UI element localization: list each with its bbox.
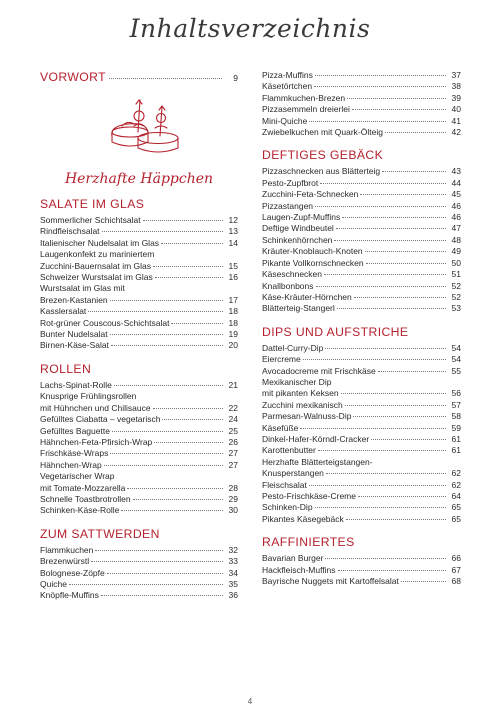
toc-entry <box>262 366 461 377</box>
entry-title: Schinken-Käse-Rolle <box>40 505 120 516</box>
dot-leader <box>303 359 446 360</box>
page-title: Inhaltsverzeichnis <box>129 14 371 43</box>
dot-leader <box>153 266 223 267</box>
toc-entry <box>40 283 238 294</box>
entry-title: Brezenwürstl <box>40 556 90 567</box>
entry-title: Pizza-Muffins <box>262 70 313 80</box>
toc-entry <box>262 246 461 257</box>
entry-title: Pesto-Zupfbrot <box>262 177 319 188</box>
page-ref: 52 <box>451 291 461 302</box>
page-ref: 50 <box>451 257 461 268</box>
section-heading-rollen: ROLLEN <box>40 361 92 376</box>
toc-entry <box>40 483 238 494</box>
toc-entry <box>262 235 461 246</box>
page-ref: 46 <box>451 200 461 211</box>
page-ref: 34 <box>228 567 238 578</box>
page-ref: 37 <box>451 70 461 80</box>
section-heading-gebaeck: DEFTIGES GEBÄCK <box>262 148 384 163</box>
dot-leader <box>88 311 223 312</box>
page-ref: 64 <box>451 491 461 501</box>
entry-title: Zucchini mexikanisch <box>262 399 343 410</box>
toc-entry <box>262 292 461 303</box>
toc-entry <box>262 354 461 365</box>
toc-entry <box>262 423 461 434</box>
toc-entry <box>262 70 461 81</box>
page-ref: 62 <box>451 479 461 490</box>
toc-entry <box>40 215 238 226</box>
toc-entry <box>40 426 238 437</box>
page-ref: 65 <box>451 502 461 513</box>
toc-entry <box>262 411 461 422</box>
entry-title: Knallbonbons <box>262 280 314 291</box>
dot-leader <box>143 220 223 221</box>
page-ref: 43 <box>451 166 461 177</box>
page-ref: 36 <box>228 590 238 601</box>
toc-entry <box>40 226 238 237</box>
page-ref: 18 <box>228 317 238 328</box>
toc-entry <box>40 329 238 340</box>
toc-entry <box>262 445 461 456</box>
entry-title: Birnen-Käse-Salat <box>40 340 109 351</box>
page-ref: 61 <box>451 433 461 444</box>
dot-leader <box>326 473 446 474</box>
page-ref: 49 <box>451 246 461 257</box>
entry-title: Wurstsalat im Glas mit <box>40 283 125 294</box>
dot-leader <box>314 86 446 87</box>
page-ref: 66 <box>451 553 461 564</box>
section-list <box>40 215 238 352</box>
chapter-title: Herzhafte Häppchen <box>64 171 214 187</box>
toc-entry <box>262 127 461 138</box>
page-ref: 46 <box>451 212 461 223</box>
dot-leader <box>121 510 223 511</box>
dot-leader <box>109 78 222 79</box>
section-list <box>262 553 461 587</box>
entry-title: Käsetörtchen <box>262 81 313 92</box>
toc-right-column <box>262 70 461 587</box>
dot-leader <box>352 109 446 110</box>
dot-leader <box>162 419 223 420</box>
section-list <box>262 166 461 314</box>
dot-leader <box>133 499 223 500</box>
dot-leader <box>155 277 223 278</box>
dot-leader <box>378 371 446 372</box>
dot-leader <box>309 121 446 122</box>
entry-title: Käsefüße <box>262 422 299 433</box>
entry-title: Zwiebelkuchen mit Quark-Ölteig <box>262 127 383 138</box>
page-ref: 17 <box>228 294 238 305</box>
entry-title: mit Hühnchen und Chilisauce <box>40 402 151 413</box>
entry-title: Italienischer Nudelsalat im Glas <box>40 237 160 248</box>
toc-entry <box>40 318 238 329</box>
toc-entry <box>262 81 461 92</box>
page-ref: 55 <box>451 365 461 376</box>
toc-entry <box>40 505 238 516</box>
entry-title: Kräuter-Knoblauch-Knoten <box>262 246 363 257</box>
entry-title: Zucchini-Feta-Schnecken <box>262 189 359 200</box>
dot-leader <box>107 573 223 574</box>
toc-entry <box>262 201 461 212</box>
dot-leader <box>338 570 446 571</box>
dot-leader <box>337 308 446 309</box>
section-list <box>262 343 461 526</box>
page-ref: 14 <box>228 237 238 248</box>
toc-entry <box>262 457 461 468</box>
entry-title: Bunter Nudelsalat <box>40 329 108 340</box>
dot-leader <box>371 439 446 440</box>
toc-entry <box>262 189 461 200</box>
entry-title: Hähnchen-Wrap <box>40 459 102 470</box>
toc-entry <box>262 178 461 189</box>
page-ref: 54 <box>451 342 461 353</box>
toc-entry <box>40 414 238 425</box>
entry-title: Herzhafte Blätterteigstangen- <box>262 456 373 467</box>
toc-entry <box>262 377 461 388</box>
section-heading: VORWORT <box>40 70 106 84</box>
dot-leader <box>354 297 446 298</box>
toc-entry <box>262 491 461 502</box>
toc-entry <box>262 258 461 269</box>
entry-title: Bayrische Nuggets mit Kartoffelsalat <box>262 576 399 587</box>
entry-title: Frischkäse-Wraps <box>40 448 109 459</box>
page-ref: 42 <box>451 127 461 138</box>
dot-leader <box>358 496 446 497</box>
page-ref: 67 <box>451 564 461 575</box>
dot-leader <box>385 132 446 133</box>
page-ref: 19 <box>228 329 238 340</box>
toc-entry <box>262 553 461 564</box>
page-ref: 33 <box>228 556 238 567</box>
page-ref: 52 <box>451 280 461 291</box>
toc-entry <box>262 223 461 234</box>
entry-title: Pikantes Käsegebäck <box>262 513 344 524</box>
toc-entry <box>40 460 238 471</box>
entry-title: Schinkenhörnchen <box>262 234 333 245</box>
toc-left-column <box>40 64 238 602</box>
dot-leader <box>342 217 446 218</box>
dot-leader <box>171 323 223 324</box>
toc-entry <box>262 303 461 314</box>
toc-entry <box>40 437 238 448</box>
page-ref: 25 <box>228 425 238 436</box>
dot-leader <box>334 240 446 241</box>
page-ref: 27 <box>228 459 238 470</box>
dot-leader <box>111 345 223 346</box>
toc-vorwort <box>40 70 238 84</box>
dot-leader <box>315 75 446 76</box>
toc-entry <box>262 434 461 445</box>
page-ref: 21 <box>228 379 238 390</box>
page-ref: 44 <box>451 177 461 188</box>
section-list <box>40 545 238 602</box>
section-list <box>262 70 461 138</box>
dot-leader <box>347 98 446 99</box>
page-ref: 12 <box>228 215 238 225</box>
entry-title: Knusprige Frühlingsrollen <box>40 391 137 402</box>
page-number: 4 <box>247 697 253 706</box>
entry-title: Rot-grüner Couscous-Schichtsalat <box>40 317 170 328</box>
toc-entry <box>262 388 461 399</box>
toc-entry <box>262 480 461 491</box>
toc-entry <box>262 343 461 354</box>
toc-entry <box>40 306 238 317</box>
section-heading-raffiniertes: RAFFINIERTES <box>262 535 355 550</box>
page-ref: 15 <box>228 260 238 271</box>
page-ref: 62 <box>451 468 461 479</box>
entry-title: Pizzaschnecken aus Blätterteig <box>262 166 381 177</box>
canape-illustration <box>40 92 238 164</box>
page-ref: 59 <box>451 422 461 433</box>
entry-title: Dinkel-Hafer-Körndl-Cracker <box>262 433 370 444</box>
section-heading-salate: SALATE IM GLAS <box>40 197 145 211</box>
entry-title: Schinken-Dip <box>262 502 313 513</box>
toc-entry <box>40 380 238 391</box>
entry-title: Kasslersalat <box>40 306 87 317</box>
dot-leader <box>316 286 446 287</box>
entry-title: Flammkuchen <box>40 544 94 555</box>
dot-leader <box>69 584 223 585</box>
toc-entry <box>262 116 461 127</box>
entry-title: Bavarian Burger <box>262 553 324 564</box>
toc-entry <box>262 269 461 280</box>
entry-title: Gefülltes Ciabatta – vegetarisch <box>40 414 161 425</box>
page-ref: 26 <box>228 436 238 447</box>
entry-title: Parmesan-Walnuss-Dip <box>262 411 352 422</box>
dot-leader <box>300 428 446 429</box>
toc-entry <box>40 471 238 482</box>
dot-leader <box>309 485 446 486</box>
toc-entry <box>262 514 461 525</box>
dot-leader <box>104 465 223 466</box>
page-ref: 57 <box>451 399 461 410</box>
toc-entry <box>40 261 238 272</box>
entry-title: Schweizer Wurstsalat im Glas <box>40 272 153 283</box>
dot-leader <box>154 442 223 443</box>
page-ref: 13 <box>228 226 238 237</box>
page-ref: 20 <box>228 340 238 351</box>
entry-title: Mini-Quiche <box>262 115 308 126</box>
dot-leader <box>114 385 223 386</box>
entry-title: Quiche <box>40 578 67 589</box>
dot-leader <box>110 334 223 335</box>
dot-leader <box>95 550 223 551</box>
entry-title: Zucchini-Bauernsalat im Glas <box>40 260 152 271</box>
page-ref: 24 <box>228 414 238 425</box>
entry-title: mit pikanten Keksen <box>262 388 339 399</box>
dot-leader <box>325 348 446 349</box>
page-ref: 30 <box>228 505 238 516</box>
dot-leader <box>127 488 223 489</box>
dot-leader <box>161 243 223 244</box>
dot-leader <box>341 393 446 394</box>
dot-leader <box>360 194 446 195</box>
toc-entry <box>262 104 461 115</box>
entry-title: Schnelle Toastbrotrollen <box>40 493 131 504</box>
dot-leader <box>110 300 223 301</box>
toc-entry <box>40 590 238 601</box>
dot-leader <box>345 405 446 406</box>
page-ref: 16 <box>228 272 238 283</box>
entry-title: Pizzastangen <box>262 200 314 211</box>
entry-title: Vegetarischer Wrap <box>40 471 115 482</box>
page-ref: 40 <box>451 104 461 115</box>
page-ref: 18 <box>228 306 238 317</box>
toc-entry <box>40 295 238 306</box>
page-ref: 45 <box>451 189 461 200</box>
dot-leader <box>318 450 446 451</box>
dot-leader <box>365 251 446 252</box>
page-ref: 56 <box>451 388 461 399</box>
toc-entry <box>262 93 461 104</box>
page-ref: 54 <box>451 354 461 365</box>
toc-entry <box>262 166 461 177</box>
dot-leader <box>153 408 223 409</box>
page-ref: 22 <box>228 402 238 413</box>
toc-entry <box>40 568 238 579</box>
toc-entry <box>40 340 238 351</box>
entry-title: Blätterteig-Stangerl <box>262 303 335 314</box>
page-ref: 39 <box>451 92 461 103</box>
section-heading-dips: DIPS UND AUFSTRICHE <box>262 324 409 339</box>
toc-entry <box>262 400 461 411</box>
dot-leader <box>366 263 446 264</box>
entry-title: Laugenkonfekt zu mariniertem <box>40 249 155 260</box>
toc-entry <box>40 403 238 414</box>
page-ref: 9 <box>233 73 238 83</box>
page-ref: 48 <box>451 234 461 245</box>
toc-entry <box>40 238 238 249</box>
page-ref: 32 <box>228 544 238 555</box>
toc-entry <box>40 545 238 556</box>
section-heading-sattwerden: ZUM SATTWERDEN <box>40 526 160 541</box>
entry-title: Hackfleisch-Muffins <box>262 564 336 575</box>
toc-entry <box>262 468 461 479</box>
dot-leader <box>324 274 446 275</box>
entry-title: Pizzasemmeln dreierlei <box>262 104 350 115</box>
entry-title: mit Tomate-Mozzarella <box>40 482 126 493</box>
entry-title: Mexikanischer Dip <box>262 376 332 387</box>
dot-leader <box>101 595 223 596</box>
dot-leader <box>102 231 223 232</box>
entry-title: Rindfleischsalat <box>40 226 100 237</box>
page-ref: 27 <box>228 448 238 459</box>
dot-leader <box>325 558 446 559</box>
entry-title: Deftige Windbeutel <box>262 223 334 234</box>
dot-leader <box>320 183 446 184</box>
section-list <box>40 380 238 517</box>
dot-leader <box>91 561 223 562</box>
page-ref: 61 <box>451 445 461 456</box>
page-ref: 38 <box>451 81 461 92</box>
page-ref: 47 <box>451 223 461 234</box>
entry-title: Käseschnecken <box>262 269 323 280</box>
toc-entry <box>262 576 461 587</box>
entry-title: Bolognese-Zöpfe <box>40 567 105 578</box>
entry-title: Eiercreme <box>262 354 301 365</box>
toc-entry <box>40 556 238 567</box>
page-ref: 58 <box>451 411 461 422</box>
dot-leader <box>401 581 446 582</box>
dot-leader <box>353 416 446 417</box>
page-ref: 28 <box>228 482 238 493</box>
page-ref: 53 <box>451 303 461 314</box>
entry-title: Knöpfle-Muffins <box>40 590 99 601</box>
entry-title: Dattel-Curry-Dip <box>262 342 324 353</box>
entry-title: Knusperstangen <box>262 468 324 479</box>
entry-title: Sommerlicher Schichtsalat <box>40 215 141 225</box>
entry-title: Flammkuchen-Brezen <box>262 92 346 103</box>
page-ref: 29 <box>228 493 238 504</box>
toc-entry <box>262 212 461 223</box>
page-ref: 65 <box>451 513 461 524</box>
entry-title: Pikante Vollkornschnecken <box>262 257 364 268</box>
toc-entry <box>40 579 238 590</box>
toc-entry <box>40 448 238 459</box>
dot-leader <box>346 519 446 520</box>
page-ref: 51 <box>451 269 461 280</box>
page-ref: 41 <box>451 115 461 126</box>
entry-title: Hähnchen-Feta-Pfirsich-Wrap <box>40 436 153 447</box>
entry-title: Gefülltes Baguette <box>40 425 110 436</box>
dot-leader <box>315 507 446 508</box>
dot-leader <box>382 171 446 172</box>
entry-title: Käse-Kräuter-Hörnchen <box>262 291 352 302</box>
entry-title: Pesto-Frischkäse-Creme <box>262 491 356 501</box>
dot-leader <box>112 431 223 432</box>
toc-entry <box>40 249 238 260</box>
toc-entry <box>40 272 238 283</box>
entry-title: Fleischsalat <box>262 479 307 490</box>
entry-title: Lachs-Spinat-Rolle <box>40 379 112 390</box>
page-ref: 35 <box>228 578 238 589</box>
toc-entry <box>262 281 461 292</box>
dot-leader <box>110 453 223 454</box>
entry-title: Brezen-Kastanien <box>40 294 108 305</box>
toc-entry <box>40 494 238 505</box>
dot-leader <box>336 228 446 229</box>
toc-entry <box>262 565 461 576</box>
toc-entry <box>262 502 461 513</box>
page-ref: 68 <box>451 576 461 587</box>
entry-title: Karottenbutter <box>262 445 316 456</box>
dot-leader <box>315 206 446 207</box>
toc-entry <box>40 391 238 402</box>
entry-title: Avocadocreme mit Frischkäse <box>262 365 376 376</box>
entry-title: Laugen-Zupf-Muffins <box>262 212 341 223</box>
